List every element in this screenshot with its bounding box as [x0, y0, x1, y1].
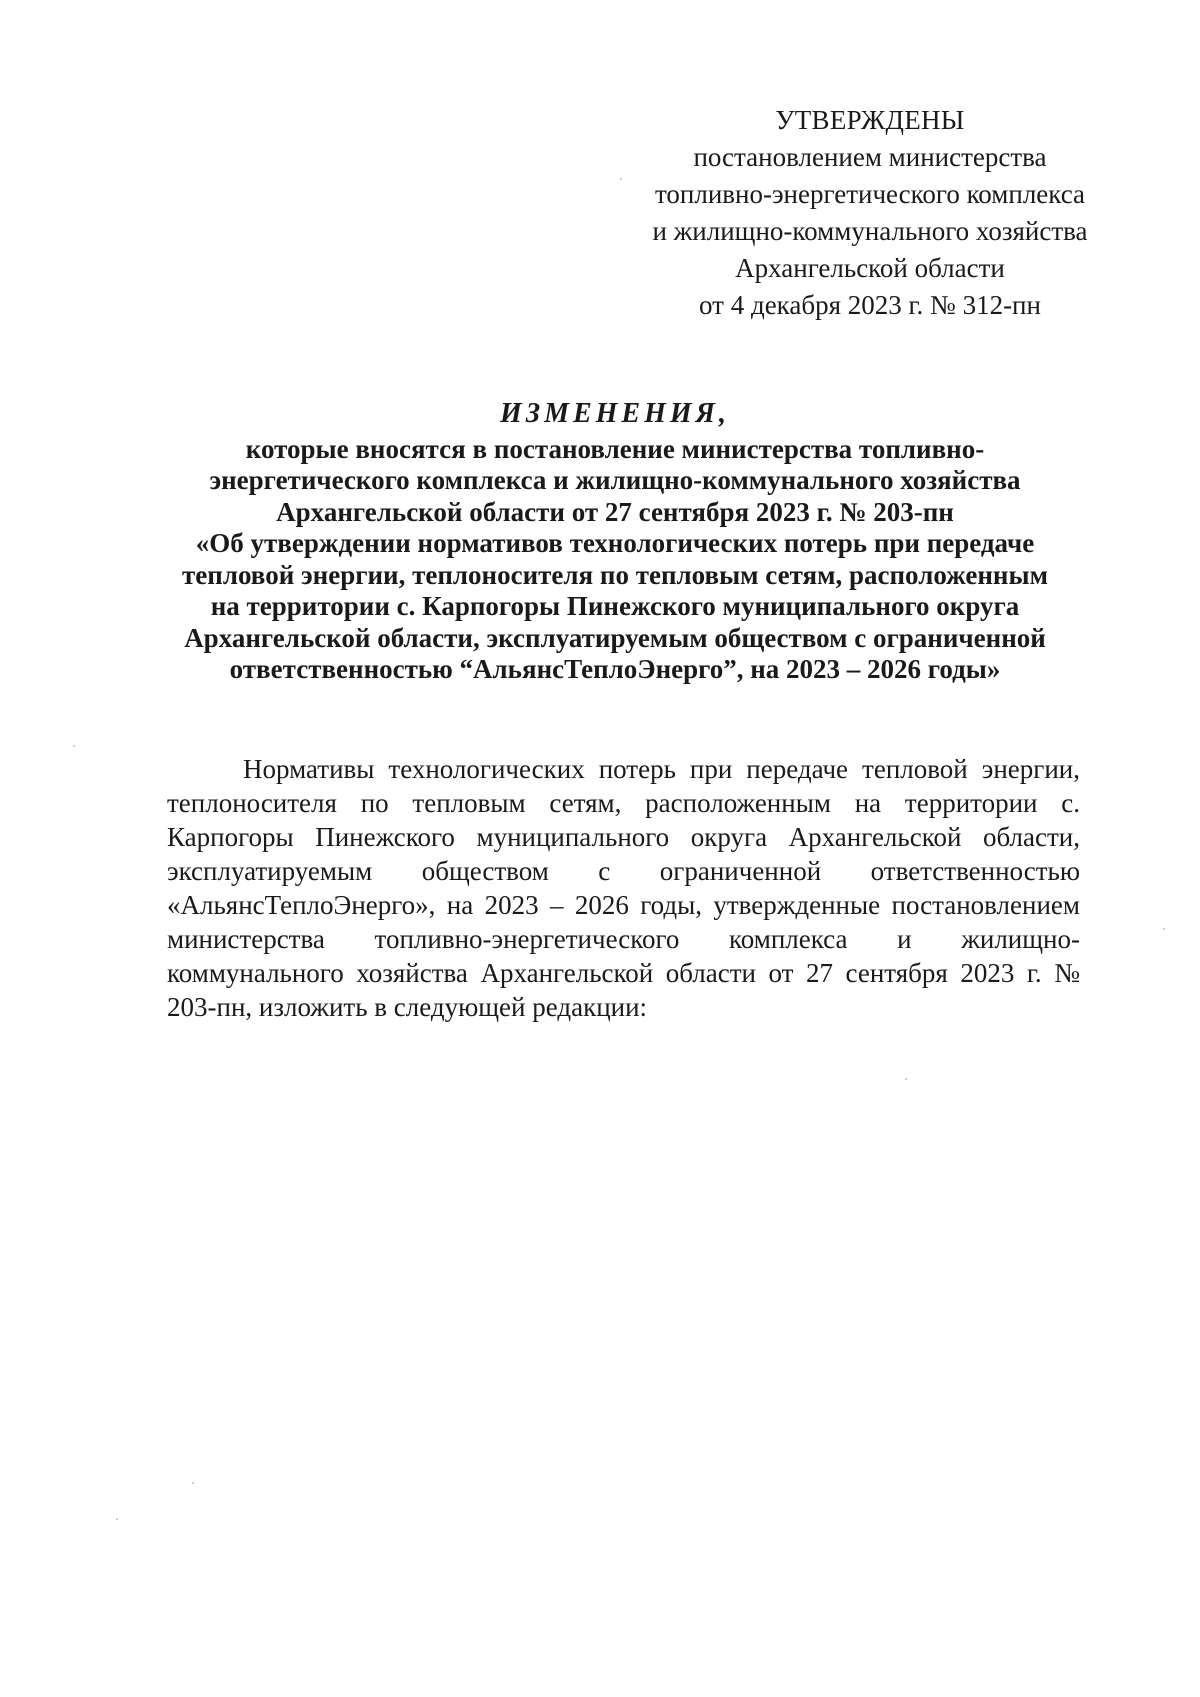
title-heading: ИЗМЕНЕНИЯ,	[500, 398, 730, 429]
title-line: ответственностью “АльянсТеплоЭнерго”, на 2023 – 2026 годы»	[229, 654, 1001, 684]
approval-line: постановлением министерства	[693, 142, 1047, 172]
scan-speck	[1163, 928, 1165, 930]
scan-speck	[73, 745, 75, 747]
approval-heading: УТВЕРЖДЕНЫ	[775, 105, 965, 135]
approval-block	[640, 102, 1100, 324]
title-line: которые вносятся в постановление министерства топливно-	[245, 433, 985, 464]
approval-line: и жилищно-коммунального хозяйства	[652, 216, 1088, 246]
title-line: «Об утверждении нормативов технологических потерь при передаче	[195, 528, 1035, 558]
document-title	[150, 398, 1080, 686]
title-line: на территории с. Карпогоры Пинежского муниципального округа	[210, 591, 1020, 621]
title-line: тепловой энергии, теплоносителя по тепловым сетям, расположенным	[182, 559, 1048, 590]
title-line: энергетического комплекса и жилищно-коммунального хозяйства	[209, 465, 1021, 495]
scan-speck	[905, 1078, 907, 1080]
approval-line: Архангельской области	[735, 253, 1005, 283]
scan-speck	[192, 1482, 194, 1484]
title-line: Архангельской области, эксплуатируемым обществом с ограниченной	[184, 622, 1046, 653]
scan-speck	[116, 1518, 118, 1520]
approval-line: топливно-энергетического комплекса	[654, 179, 1086, 209]
title-line: Архангельской области от 27 сентября 2023 г. № 203-пн	[276, 496, 954, 527]
approval-line: от 4 декабря 2023 г. № 312-пн	[699, 290, 1041, 320]
scan-speck	[620, 178, 622, 180]
body-paragraph: Нормативы технологических потерь при передаче тепловой энергии, теплоносителя по тепловым сетям, расположенным на территории с. Карпогоры Пинежского муниципального округа Архангельской области, эксплуатируемым обществом с ограниченной ответственностью «АльянсТеплоЭнерго», на 2023 – 2026 годы, утвержденные постановлением министерства топливно-энергетического комплекса и жилищно-коммунального хозяйства Архангельской области от 27 сентября 2023 г. № 203-пн, изложить в следующей редакции:	[167, 754, 1080, 1022]
